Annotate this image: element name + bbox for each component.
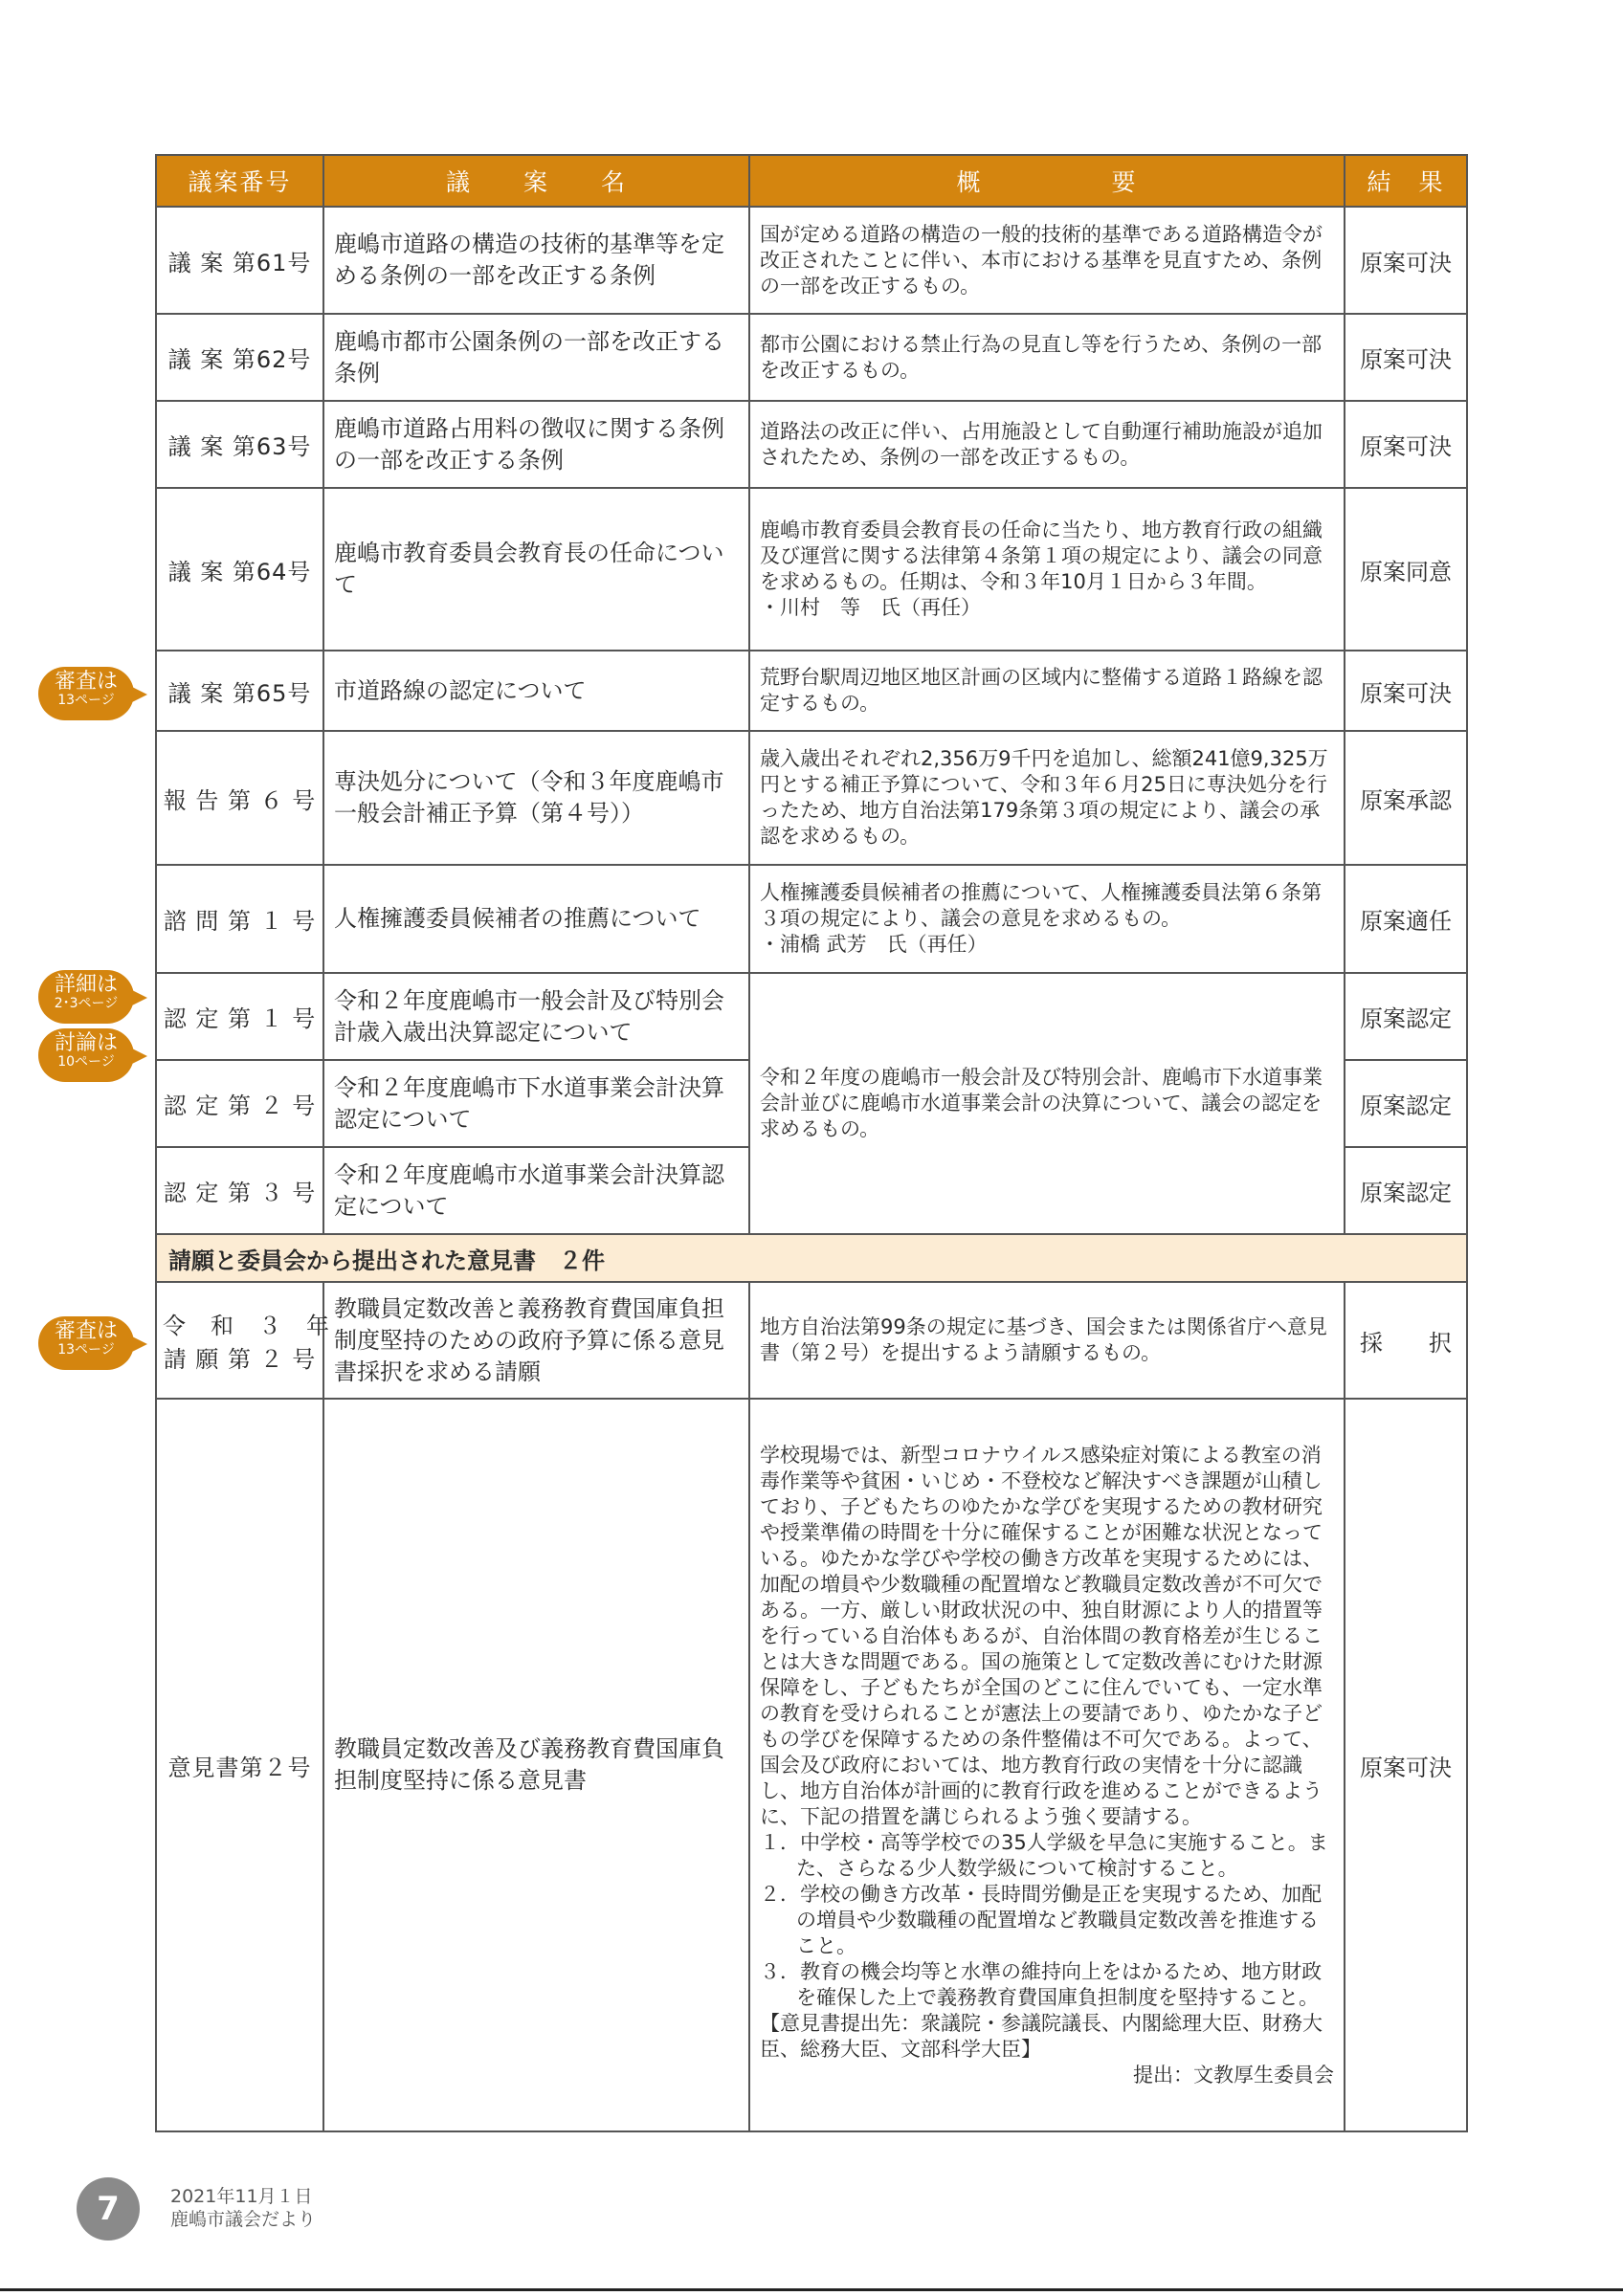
petition-year: 令 和 ３ 年 [163, 1313, 330, 1339]
page-ref-tag [38, 1316, 134, 1370]
bill-summary: 荒野台駅周辺地区地区計画の区域内に整備する道路１路線を認定するもの。 [749, 651, 1345, 731]
header-no: 議案番号 [156, 155, 323, 207]
bill-summary [749, 1399, 1345, 2131]
tag-page: 2･3ページ [54, 996, 119, 1011]
table-row [156, 488, 1467, 651]
bill-number: 議 案 第62号 [156, 314, 323, 401]
bill-number: 議 案 第63号 [156, 401, 323, 488]
bill-name: 令和２年度鹿嶋市水道事業会計決算認定について [323, 1147, 749, 1234]
bill-name: 令和２年度鹿嶋市下水道事業会計決算認定について [323, 1060, 749, 1147]
bill-number: 諮 問 第 １ 号 [156, 865, 323, 973]
bill-result: 原案可決 [1345, 1399, 1467, 2131]
opinion-submitter: 提出：文教厚生委員会 [1133, 2063, 1334, 2086]
bill-summary [749, 488, 1345, 651]
table-header [156, 155, 1467, 207]
bill-result: 原案認定 [1345, 1147, 1467, 1234]
bill-number: 認 定 第 ３ 号 [156, 1147, 323, 1234]
opinion-body: 学校現場では、新型コロナウイルス感染症対策による教室の消毒作業等や貧困・いじめ・不登校など解決すべき課題が山積しており、子どもたちのゆたかな学びを実現するための教材研究や授業準備の時間を十分に確保することが困難な状況となっている。ゆたかな学びや学校の働き方改革を実現するためには、加配の増員や少数職種の配置増など教職員定数改善が不可欠である。一方、厳しい財政状況の中、独自財源により人的措置等を行っている自治体もあるが、自治体間の教育格差が生じることは大きな問題である。国の施策として定数改善にむけた財源保障をし、子どもたちが全国のどこに住んでいても、一定水準の教育を受けられることが憲法上の要請であり、ゆたかな子どもの学びを保障するための条件整備は不可欠である。よって、国会及び政府においては、地方教育行政の実情を十分に認識し、地方自治体が計画的に教育行政を進めることができるように、下記の措置を講じられるよう強く要請する。 [760, 1443, 1323, 1828]
table-row [156, 865, 1467, 973]
table-row [156, 651, 1467, 731]
bill-name: 人権擁護委員候補者の推薦について [323, 865, 749, 973]
bill-result: 採 択 [1345, 1282, 1467, 1399]
section-heading: 請願と委員会から提出された意見書 ２件 [156, 1234, 1467, 1282]
bill-summary: 国が定める道路の構造の一般的技術的基準である道路構造令が改正されたことに伴い、本市における基準を見直すため、条例の一部を改正するもの。 [749, 207, 1345, 314]
tag-page: 13ページ [57, 693, 115, 708]
bill-name: 教職員定数改善及び義務教育費国庫負担制度堅持に係る意見書 [323, 1399, 749, 2131]
bill-name: 鹿嶋市道路占用料の徴収に関する条例の一部を改正する条例 [323, 401, 749, 488]
table-row [156, 1399, 1467, 2131]
bill-number: 認 定 第 ２ 号 [156, 1060, 323, 1147]
page-ref-tag [38, 970, 134, 1024]
petition-number: 請 願 第 ２ 号 [163, 1346, 317, 1373]
bill-result: 原案承認 [1345, 731, 1467, 865]
table-row [156, 731, 1467, 865]
page-ref-tag [38, 667, 134, 720]
appointee: ・川村 等 氏（再任） [760, 596, 981, 619]
bill-number: 議 案 第64号 [156, 488, 323, 651]
opinion-destination: 【意見書提出先：衆議院・参議院議長、内閣総理大臣、財務大臣、総務大臣、文部科学大臣】 [760, 2011, 1323, 2061]
bill-summary: 都市公園における禁止行為の見直し等を行うため、条例の一部を改正するもの。 [749, 314, 1345, 401]
bill-result: 原案可決 [1345, 651, 1467, 731]
bill-result: 原案可決 [1345, 401, 1467, 488]
tag-label: 討論は [54, 1031, 118, 1055]
bill-result: 原案可決 [1345, 314, 1467, 401]
header-name: 議 案 名 [323, 155, 749, 207]
bill-name: 教職員定数改善と義務教育費国庫負担制度堅持のための政府予算に係る意見書採択を求める請願 [323, 1282, 749, 1399]
bill-summary [749, 865, 1345, 973]
publication-info [170, 2185, 316, 2231]
bill-name: 市道路線の認定について [323, 651, 749, 731]
tag-page: 10ページ [57, 1054, 115, 1070]
table-row [156, 314, 1467, 401]
publication-date: 2021年11月１日 [170, 2186, 313, 2207]
bill-name: 令和２年度鹿嶋市一般会計及び特別会計歳入歳出決算認定について [323, 973, 749, 1060]
bill-number [156, 1282, 330, 1399]
table-row [156, 207, 1467, 314]
list-item: １．中学校・高等学校での35人学級を早急に実施すること。また、さらなる少人数学級について検討すること。 [760, 1830, 1328, 1880]
opinion-items [760, 1830, 1334, 2011]
tag-label: 審査は [54, 670, 118, 694]
publication-name: 鹿嶋市議会だより [170, 2209, 317, 2230]
bill-name: 専決処分について（令和３年度鹿嶋市一般会計補正予算（第４号）） [323, 731, 749, 865]
bill-number: 議 案 第65号 [156, 651, 323, 731]
page-number: 7 [77, 2177, 140, 2241]
section-row [156, 1234, 1467, 1282]
tag-label: 審査は [54, 1319, 118, 1343]
table-row [156, 401, 1467, 488]
bill-number: 認 定 第 １ 号 [156, 973, 323, 1060]
bill-number: 意見書第２号 [156, 1399, 323, 2131]
bottom-rule [0, 2288, 1623, 2291]
table-row [156, 1282, 1467, 1399]
bill-result: 原案適任 [1345, 865, 1467, 973]
header-result: 結 果 [1345, 155, 1467, 207]
bill-number: 議 案 第61号 [156, 207, 323, 314]
bill-name: 鹿嶋市都市公園条例の一部を改正する条例 [323, 314, 749, 401]
tag-label: 詳細は [54, 973, 118, 997]
summary-text: 鹿嶋市教育委員会教育長の任命に当たり、地方教育行政の組織及び運営に関する法律第４条第１項の規定により、議会の同意を求めるもの。任期は、令和３年10月１日から３年間。 [760, 519, 1323, 593]
summary-text: 人権擁護委員候補者の推薦について、人権擁護委員法第６条第３項の規定により、議会の意見を求めるもの。 [760, 881, 1323, 930]
bill-result: 原案可決 [1345, 207, 1467, 314]
bill-name: 鹿嶋市教育委員会教育長の任命について [323, 488, 749, 651]
bill-summary: 歳入歳出それぞれ2,356万9千円を追加し、総額241億9,325万円とする補正予算について、令和３年６月25日に専決処分を行ったため、地方自治法第179条第３項の規定により、議会の承認を求めるもの。 [749, 731, 1345, 865]
page-ref-tag [38, 1028, 134, 1082]
bill-result: 原案認定 [1345, 973, 1467, 1060]
table-row [156, 973, 1467, 1060]
bill-summary: 道路法の改正に伴い、占用施設として自動運行補助施設が追加されたため、条例の一部を改正するもの。 [749, 401, 1345, 488]
bill-name: 鹿嶋市道路の構造の技術的基準等を定める条例の一部を改正する条例 [323, 207, 749, 314]
agenda-table [155, 154, 1468, 2132]
bill-result: 原案同意 [1345, 488, 1467, 651]
bill-summary: 地方自治法第99条の規定に基づき、国会または関係省庁へ意見書（第２号）を提出するよう請願するもの。 [749, 1282, 1345, 1399]
bill-number: 報 告 第 ６ 号 [156, 731, 323, 865]
bill-summary: 令和２年度の鹿嶋市一般会計及び特別会計、鹿嶋市下水道事業会計並びに鹿嶋市水道事業会計の決算について、議会の認定を求めるもの。 [749, 973, 1345, 1234]
bill-result: 原案認定 [1345, 1060, 1467, 1147]
header-summary: 概 要 [749, 155, 1345, 207]
tag-page: 13ページ [57, 1342, 115, 1358]
list-item: ３．教育の機会均等と水準の維持向上をはかるため、地方財政を確保した上で義務教育費国庫負担制度を堅持すること。 [760, 1959, 1323, 2009]
list-item: ２．学校の働き方改革・長時間労働是正を実現するため、加配の増員や少数職種の配置増など教職員定数改善を推進すること。 [760, 1882, 1323, 1957]
appointee: ・浦橋 武芳 氏（再任） [760, 933, 988, 956]
